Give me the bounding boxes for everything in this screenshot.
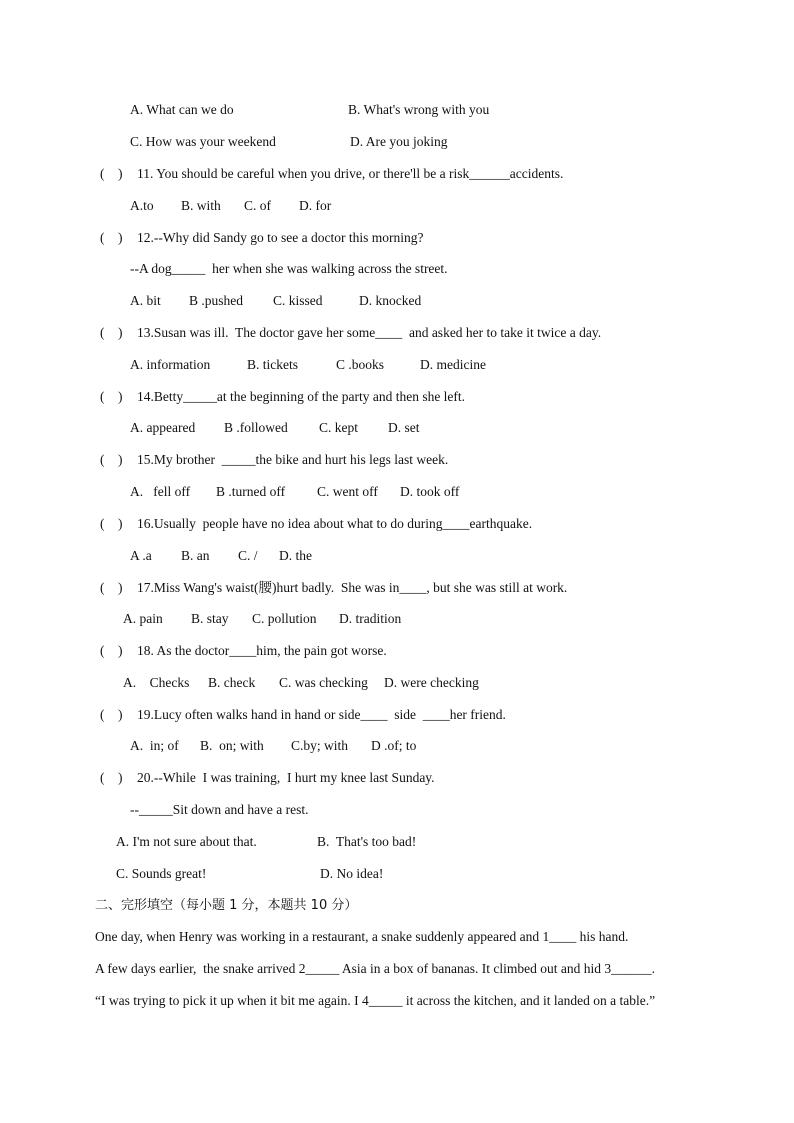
- q11-option-c: C. of: [244, 198, 271, 213]
- q10-option-a: A. What can we do: [130, 102, 234, 117]
- q11-answer-bracket[interactable]: ( ): [100, 166, 123, 181]
- q14-option-d: D. set: [388, 420, 420, 435]
- q14-stem: 14.Betty_____at the beginning of the party and then she left.: [137, 389, 466, 404]
- q12-option-c: C. kissed: [273, 293, 323, 308]
- q18-stem: 18. As the doctor____him, the pain got worse.: [137, 643, 387, 658]
- q18-option-a: A. Checks: [123, 675, 190, 690]
- q19-option-c: C.by; with: [291, 738, 349, 753]
- q12-stem: 12.--Why did Sandy go to see a doctor this morning?: [137, 230, 424, 245]
- q16-option-b: B. an: [181, 548, 210, 563]
- q20-answer-bracket[interactable]: ( ): [100, 770, 123, 785]
- q17-option-b: B. stay: [191, 611, 229, 626]
- q13-option-a: A. information: [130, 357, 211, 372]
- section-heading: 二、完形填空（每小题 1 分，本题共 10 分）: [95, 898, 358, 913]
- q17-option-d: D. tradition: [339, 611, 402, 626]
- q17-option-a: A. pain: [123, 611, 163, 626]
- q11-option-b: B. with: [181, 198, 221, 213]
- q15-answer-bracket[interactable]: ( ): [100, 452, 123, 467]
- q20-option-d: D. No idea!: [320, 866, 384, 881]
- q13-option-d: D. medicine: [420, 357, 486, 372]
- q13-answer-bracket[interactable]: ( ): [100, 325, 123, 340]
- q15-option-b: B .turned off: [216, 484, 286, 499]
- q19-option-d: D .of; to: [371, 738, 417, 753]
- q19-option-b: B. on; with: [200, 738, 264, 753]
- passage-line-2: A few days earlier, the snake arrived 2_____ Asia in a box of bananas. It climbed out and hid 3______.: [95, 961, 655, 976]
- q15-option-a: A. fell off: [130, 484, 191, 499]
- q10-option-d: D. Are you joking: [350, 134, 448, 149]
- q10-option-c: C. How was your weekend: [130, 134, 276, 149]
- q17-stem: 17.Miss Wang's waist(腰)hurt badly. She was in____, but she was still at work.: [137, 580, 568, 595]
- q20-option-c: C. Sounds great!: [116, 866, 207, 881]
- q10-option-b: B. What's wrong with you: [348, 102, 490, 117]
- q17-answer-bracket[interactable]: ( ): [100, 580, 123, 595]
- q14-option-c: C. kept: [319, 420, 358, 435]
- q20-stem-2: --_____Sit down and have a rest.: [130, 802, 309, 817]
- q16-option-c: C. /: [238, 548, 258, 563]
- q19-stem: 19.Lucy often walks hand in hand or side____ side ____her friend.: [137, 707, 506, 722]
- q12-answer-bracket[interactable]: ( ): [100, 230, 123, 245]
- q13-stem: 13.Susan was ill. The doctor gave her some____ and asked her to take it twice a day.: [137, 325, 602, 340]
- q12-option-d: D. knocked: [359, 293, 422, 308]
- q13-option-c: C .books: [336, 357, 385, 372]
- q15-option-d: D. took off: [400, 484, 460, 499]
- q14-option-b: B .followed: [224, 420, 288, 435]
- q11-option-a: A.to: [130, 198, 154, 213]
- passage-line-3: “I was trying to pick it up when it bit me again. I 4_____ it across the kitchen, and it landed on a table.”: [95, 993, 656, 1008]
- q14-option-a: A. appeared: [130, 420, 196, 435]
- q20-stem: 20.--While I was training, I hurt my knee last Sunday.: [137, 770, 435, 785]
- q13-option-b: B. tickets: [247, 357, 298, 372]
- q12-option-b: B .pushed: [189, 293, 243, 308]
- q14-answer-bracket[interactable]: ( ): [100, 389, 123, 404]
- q18-option-b: B. check: [208, 675, 256, 690]
- q15-option-c: C. went off: [317, 484, 378, 499]
- q15-stem: 15.My brother _____the bike and hurt his legs last week.: [137, 452, 449, 467]
- q11-stem: 11. You should be careful when you drive, or there'll be a risk______accidents.: [137, 166, 564, 181]
- q16-answer-bracket[interactable]: ( ): [100, 516, 123, 531]
- q17-option-c: C. pollution: [252, 611, 317, 626]
- q16-option-d: D. the: [279, 548, 312, 563]
- q20-option-b: B. That's too bad!: [317, 834, 417, 849]
- q12-stem-2: --A dog_____ her when she was walking across the street.: [130, 261, 448, 276]
- q16-option-a: A .a: [130, 548, 152, 563]
- q16-stem: 16.Usually people have no idea about what to do during____earthquake.: [137, 516, 533, 531]
- q19-answer-bracket[interactable]: ( ): [100, 707, 123, 722]
- q12-option-a: A. bit: [130, 293, 161, 308]
- q18-option-c: C. was checking: [279, 675, 368, 690]
- q11-option-d: D. for: [299, 198, 332, 213]
- q18-answer-bracket[interactable]: ( ): [100, 643, 123, 658]
- q19-option-a: A. in; of: [130, 738, 179, 753]
- q18-option-d: D. were checking: [384, 675, 479, 690]
- q20-option-a: A. I'm not sure about that.: [116, 834, 257, 849]
- passage-line-1: One day, when Henry was working in a restaurant, a snake suddenly appeared and 1____ his hand.: [95, 929, 629, 944]
